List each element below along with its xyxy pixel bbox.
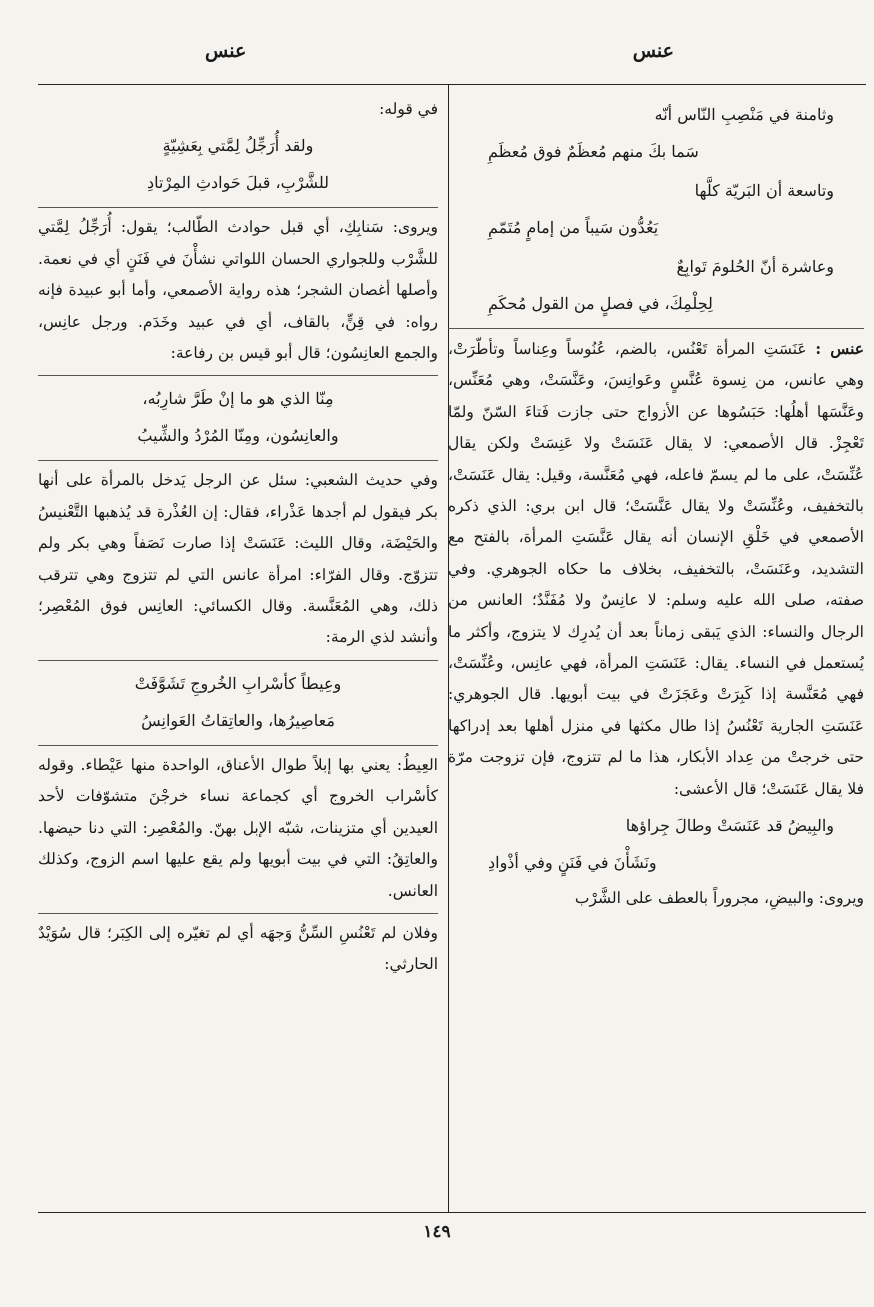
verse-hemistich: مَعاصِيرُها، والعاتِقاتُ العَوانِسُ	[141, 710, 335, 730]
entry-headword: عنس :	[815, 339, 864, 358]
verse-separator	[38, 207, 438, 208]
verse-hemistich: وتاسعة أن البَريّة كلَّها	[694, 181, 834, 200]
header-keyword-right: عنس	[632, 40, 674, 62]
bottom-rule	[38, 1212, 866, 1213]
verse-hemistich: ولقد أُرَجِّلُ لِمَّتي بِعَشِيّةٍ	[162, 136, 314, 156]
verse-separator	[38, 745, 438, 746]
top-rule	[38, 84, 866, 85]
right-column	[448, 94, 864, 1204]
paragraph: في قوله:	[379, 100, 438, 118]
verse	[38, 380, 438, 454]
paragraph-separator	[38, 913, 438, 914]
paragraph: ويروى: والبيضِ، مجروراً بالعطف على الشَّرْب	[574, 889, 864, 908]
verse-hemistich: وعاشرة أنّ الحُلومَ تَوابِعٌ	[676, 257, 834, 276]
verse-separator	[38, 660, 438, 661]
header-keyword-left: عنس	[205, 40, 247, 62]
entry-separator	[448, 328, 864, 329]
verse-hemistich: وعِيطاً كأسْرابِ الخُروجِ تَشَوَّفَتْ	[134, 673, 342, 693]
verse-hemistich: مِنّا الذي هو ما إنْ طَرَّ شارِبُه،	[142, 389, 334, 409]
verse-separator	[38, 460, 438, 461]
verse-hemistich: يَعُدُّون سَيباً من إمامٍ مُتَمّمِ	[488, 218, 659, 237]
verse-hemistich: والعانِسُون، ومِنّا المُرْدُ والشِّيبُ	[137, 426, 339, 446]
verse	[448, 248, 864, 322]
verse-hemistich: والبِيضُ قد عَنَسَتْ وطالَ جِراؤها	[625, 816, 834, 836]
paragraph: العِيطُ: يعني بها إبلاً طوال الأعناق، الواحدة منها عَيْطاء. وقوله كأسْراب الخروج أي كجماعة نساء خرجْنَ متشوّفات لأحد العيدين أي متزينات، شبّه الإبل بهنّ. والمُعْصِر: التي دنا حيضها. والعاتِقُ: التي في بيت أبويها ولم يقع عليها اسم الزوج، وكذلك العانس.	[38, 755, 438, 900]
entry-text: عَنَسَتِ المرأة تَعْنُس، بالضم، عُنُوساً وعِناساً وتأطّرَتْ، وهي عانس، من نِسوة عُنَّسٍ وعَوانِسَ، وعَنَّسَتْ، وهي مُعَنِّس، وعَنَّسَها أهلُها: حَبَسُوها عن الأزواج حتى جازت فَتاءَ السّنّ ولمّا تَعْجِزْ. قال الأصمعي: لا يقال عَنَسَتْ ولا عَنِسَتْ ولكن يقال عُنِّسَتْ، على ما لم يسمّ فاعله، فهي مُعَنَّسة، وقيل: يقال عَنَسَتْ، بالتخفيف، وعُنِّسَتْ ولا يقال عَنَّسَتْ؛ قال ابن بري: الذي ذكره الأصمعي في خَلْقِ الإنسان أنه يقال عَنَّسَتِ المرأة، بالفتح مع التشديد، وعَنَسَتْ، بالتخفيف، بخلاف ما حكاه الجوهري. وفي صفته، صلى الله عليه وسلم: لا عانِسٌ ولا مُفَنَّدٌ؛ العانس من الرجال والنساء: الذي يَبقى زماناً بعد أن يُدرِك لا يتزوج، وأكثر ما يُستعمل في النساء. يقال: عَنَسَتِ المرأة، فهي عانِس، وعُنِّسَتْ، فهي مُعَنَّسة إذا كَبِرَتْ وعَجَزَتْ في بيت أبويها. قال الجوهري: عَنَسَتِ الجارية تَعْنُسُ إذا طال مكثها في منزل أهلها بعد إدراكها حتى خرجتْ من عِداد الأبكار، هذا ما لم تتزوج، فإن تزوجت مرّة فلا يقال عَنَسَتْ؛ قال الأعشى:	[448, 340, 864, 798]
verse-separator	[38, 375, 438, 376]
verse-hemistich: ونَشَأْنَ في فَنَنٍ وفي أذْوادِ	[488, 853, 657, 873]
paragraph: وفي حديث الشعبي: سئل عن الرجل يَدخل بالمرأة على أنها بكر فيقول لم أجدها عَذْراء، فقال: إن العُذْرة قد يُذهبها التَّعْنيسُ والحَيْضَة، وقال الليث: عَنَسَتْ إذا صارت نَصَفاً وهي بكر ولم تتزوّج. وقال الفرّاء: امرأة عانس التي لم تتزوج وهي تترقب ذلك، وهي المُعَنَّسة. وقال الكسائي: العانِس فوق المُعْصِر؛ وأنشد لذي الرمة:	[38, 471, 438, 647]
verse	[448, 807, 864, 881]
verse	[38, 665, 438, 739]
verse-hemistich: للشَّرْبِ، قبلَ حَوادثِ المِرْتادِ	[147, 173, 329, 193]
paragraph: ويروى: سَنابِكِ، أي قبل حوادث الطّالب؛ يقول: أُرَجِّلُ لِمَّتي للشَّرْب وللجواري الحسان اللواتي نشأْنَ في فَنَنٍ أي في نعمة. وأصلها أغصان الشجر؛ هذه رواية الأصمعي، وأما أبو عبيدة فإنه رواه: في قِنٍّ، بالقاف، أي في عبيد وخَدَم. ورجل عانِس، والجمع العانِسُون؛ قال أبو قيس بن رفاعة:	[38, 218, 438, 363]
verse	[448, 96, 864, 170]
entry-paragraph	[448, 333, 864, 805]
verse	[448, 172, 864, 246]
left-column	[38, 94, 438, 1204]
paragraph: وفلان لم تَعْنُسِ السِّنُّ وَجهَه أي لم تغيّره إلى الكِبَر؛ قال سُوَيْدٌ الحارثي:	[38, 923, 438, 974]
verse-hemistich: سَما بكَ منهم مُعظَمٌ فوق مُعظَمِ	[488, 142, 699, 161]
verse-hemistich: وثامنة في مَنْصِبِ النّاس أنّه	[654, 105, 834, 124]
page-number: ١٤٩	[423, 1222, 451, 1242]
verse	[38, 127, 438, 201]
verse-hemistich: لِحِلْمِكَ، في فصلٍ من القول مُحكَمِ	[488, 294, 713, 313]
